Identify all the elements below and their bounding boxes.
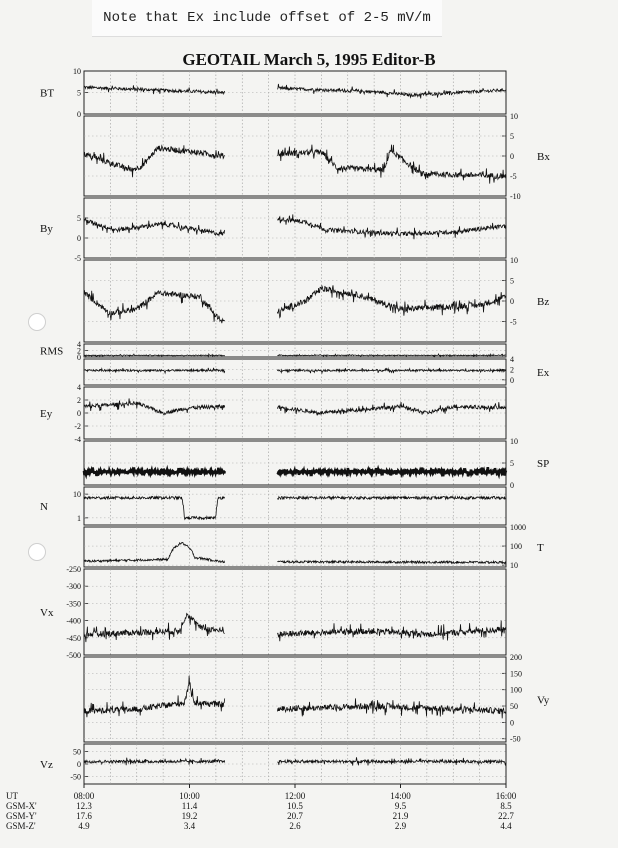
series-line-BT — [84, 85, 225, 94]
ephemeris-value: 4.9 — [78, 821, 90, 831]
tick-label-Ey: 4 — [77, 383, 81, 392]
series-line-By — [277, 214, 506, 239]
tick-label-SP: 5 — [510, 459, 514, 468]
series-line-Ey — [84, 398, 225, 414]
tick-label-N: 1 — [77, 513, 81, 523]
ephemeris-value: 22.7 — [498, 811, 514, 821]
ephemeris-value: 8.5 — [500, 801, 512, 811]
series-line-Ex — [277, 368, 506, 373]
tick-label-By: 0 — [77, 234, 81, 243]
tick-label-Vy: 200 — [510, 653, 522, 662]
tick-label-SP: 0 — [510, 481, 514, 490]
series-line-Vz — [277, 757, 506, 765]
panel-label-N: N — [40, 501, 48, 513]
ephemeris-label: GSM-X' — [6, 801, 37, 811]
tick-label-Ey: -4 — [74, 435, 81, 444]
tick-label-Vx: -300 — [66, 582, 81, 592]
tick-label-Vy: 0 — [510, 718, 514, 728]
panel-label-Vy: Vy — [537, 694, 550, 707]
tick-label-By: -5 — [74, 254, 81, 263]
tick-label-T: 10 — [510, 561, 518, 571]
series-line-Bx — [84, 145, 225, 177]
tick-label-Ey: -2 — [74, 422, 81, 431]
series-line-Ex — [84, 368, 225, 373]
ephemeris-value: 2.9 — [394, 821, 407, 831]
tick-label-Vz: -50 — [70, 772, 81, 782]
series-line-SP — [84, 467, 225, 476]
series-line-SP — [277, 467, 506, 476]
ephemeris-label: GSM-Z' — [6, 821, 36, 831]
ephemeris-value: 08:00 — [73, 791, 95, 801]
ephemeris-value: 9.5 — [394, 801, 407, 811]
tick-label-Vy: 100 — [510, 685, 522, 695]
tick-label-N: 10 — [73, 490, 81, 500]
tick-label-Vx: -350 — [66, 599, 81, 609]
series-line-Vy — [84, 676, 225, 717]
tick-label-By: 5 — [77, 214, 81, 223]
tick-label-Bz: 10 — [510, 256, 518, 265]
tick-label-BT: 10 — [73, 67, 81, 76]
series-line-BT — [277, 84, 506, 99]
series-line-Ey — [277, 402, 506, 415]
panel-label-Ey: Ey — [40, 408, 53, 420]
ephemeris-value: 20.7 — [287, 811, 303, 821]
ephemeris-value: 16:00 — [495, 791, 517, 801]
chart-title: GEOTAIL March 5, 1995 Editor-B — [182, 50, 436, 69]
tick-label-BT: 0 — [77, 110, 81, 119]
panel-label-By: By — [40, 223, 53, 235]
tick-label-Vx: -400 — [66, 616, 81, 626]
series-line-By — [84, 219, 225, 236]
series-line-RMS — [277, 354, 506, 357]
ephemeris-value: 3.4 — [183, 821, 196, 831]
ephemeris-label: UT — [6, 791, 18, 801]
panel-frame-Bz — [84, 260, 506, 342]
series-line-RMS — [84, 354, 225, 357]
tick-label-Bx: 0 — [510, 152, 514, 161]
tick-label-Bz: 5 — [510, 276, 514, 286]
tick-label-Ex: 0 — [510, 375, 514, 385]
tick-label-Vx: -500 — [66, 651, 81, 660]
series-line-T — [84, 542, 225, 562]
tick-label-Vx: -450 — [66, 633, 81, 643]
tick-label-Bx: 10 — [510, 112, 518, 121]
tick-label-T: 1000 — [510, 523, 526, 532]
panel-label-T: T — [537, 542, 544, 554]
tick-label-Bx: 5 — [510, 132, 514, 141]
tick-label-Ex: 2 — [510, 365, 514, 375]
ephemeris-value: 17.6 — [76, 811, 92, 821]
tick-label-T: 100 — [510, 542, 522, 552]
panel-label-Ex: Ex — [537, 367, 550, 379]
series-line-Vx — [277, 621, 506, 642]
series-line-Vy — [277, 698, 506, 718]
tick-label-SP: 10 — [510, 437, 518, 446]
ephemeris-value: 14:00 — [390, 791, 411, 801]
tick-label-Vy: -50 — [510, 734, 521, 744]
ephemeris-value: 2.6 — [289, 821, 301, 831]
tick-label-Bz: 0 — [510, 297, 514, 306]
tick-label-RMS: 2 — [77, 346, 81, 356]
tick-label-Ey: 0 — [77, 409, 81, 418]
series-line-N — [277, 496, 506, 499]
ephemeris-value: 10.5 — [287, 801, 303, 811]
tick-label-Bz: -5 — [510, 317, 517, 327]
tick-label-Vy: 150 — [510, 669, 522, 679]
panel-label-Bx: Bx — [537, 151, 550, 163]
ephemeris-value: 21.9 — [392, 811, 409, 821]
ephemeris-label: GSM-Y' — [6, 811, 37, 821]
panel-label-Vz: Vz — [40, 759, 53, 771]
ephemeris-value: 11.4 — [181, 801, 198, 811]
tick-label-Ex: 4 — [510, 355, 514, 364]
tick-label-Vy: 50 — [510, 702, 518, 712]
tick-label-Vz: 50 — [73, 747, 81, 757]
ephemeris-value: 12.3 — [76, 801, 92, 811]
tick-label-Vx: -250 — [66, 565, 81, 574]
panel-frame-Vz — [84, 744, 506, 784]
tick-label-Bx: -10 — [510, 192, 521, 201]
series-line-Bx — [277, 145, 506, 184]
panel-label-SP: SP — [537, 458, 550, 470]
ephemeris-value: 19.2 — [181, 811, 198, 821]
series-line-T — [277, 561, 506, 564]
panel-label-Bz: Bz — [537, 296, 550, 308]
tick-label-Ey: 2 — [77, 396, 81, 405]
ephemeris-value: 4.4 — [500, 821, 512, 831]
series-line-Bz — [277, 285, 506, 317]
ephemeris-value: 10:00 — [179, 791, 200, 801]
tick-label-RMS: 4 — [77, 340, 81, 349]
header-note: Note that Ex include offset of 2-5 mV/m — [92, 0, 442, 37]
tick-label-Vz: 0 — [77, 760, 81, 769]
tick-label-BT: 5 — [77, 88, 81, 98]
panel-label-RMS: RMS — [40, 345, 64, 358]
ephemeris-value: 12:00 — [284, 791, 306, 801]
tick-label-RMS: 0 — [77, 353, 81, 362]
tick-label-Bx: -5 — [510, 172, 517, 181]
panel-label-BT: BT — [40, 87, 55, 100]
series-line-Bz — [84, 291, 225, 324]
series-line-N — [84, 496, 225, 519]
panel-label-Vx: Vx — [40, 607, 54, 619]
